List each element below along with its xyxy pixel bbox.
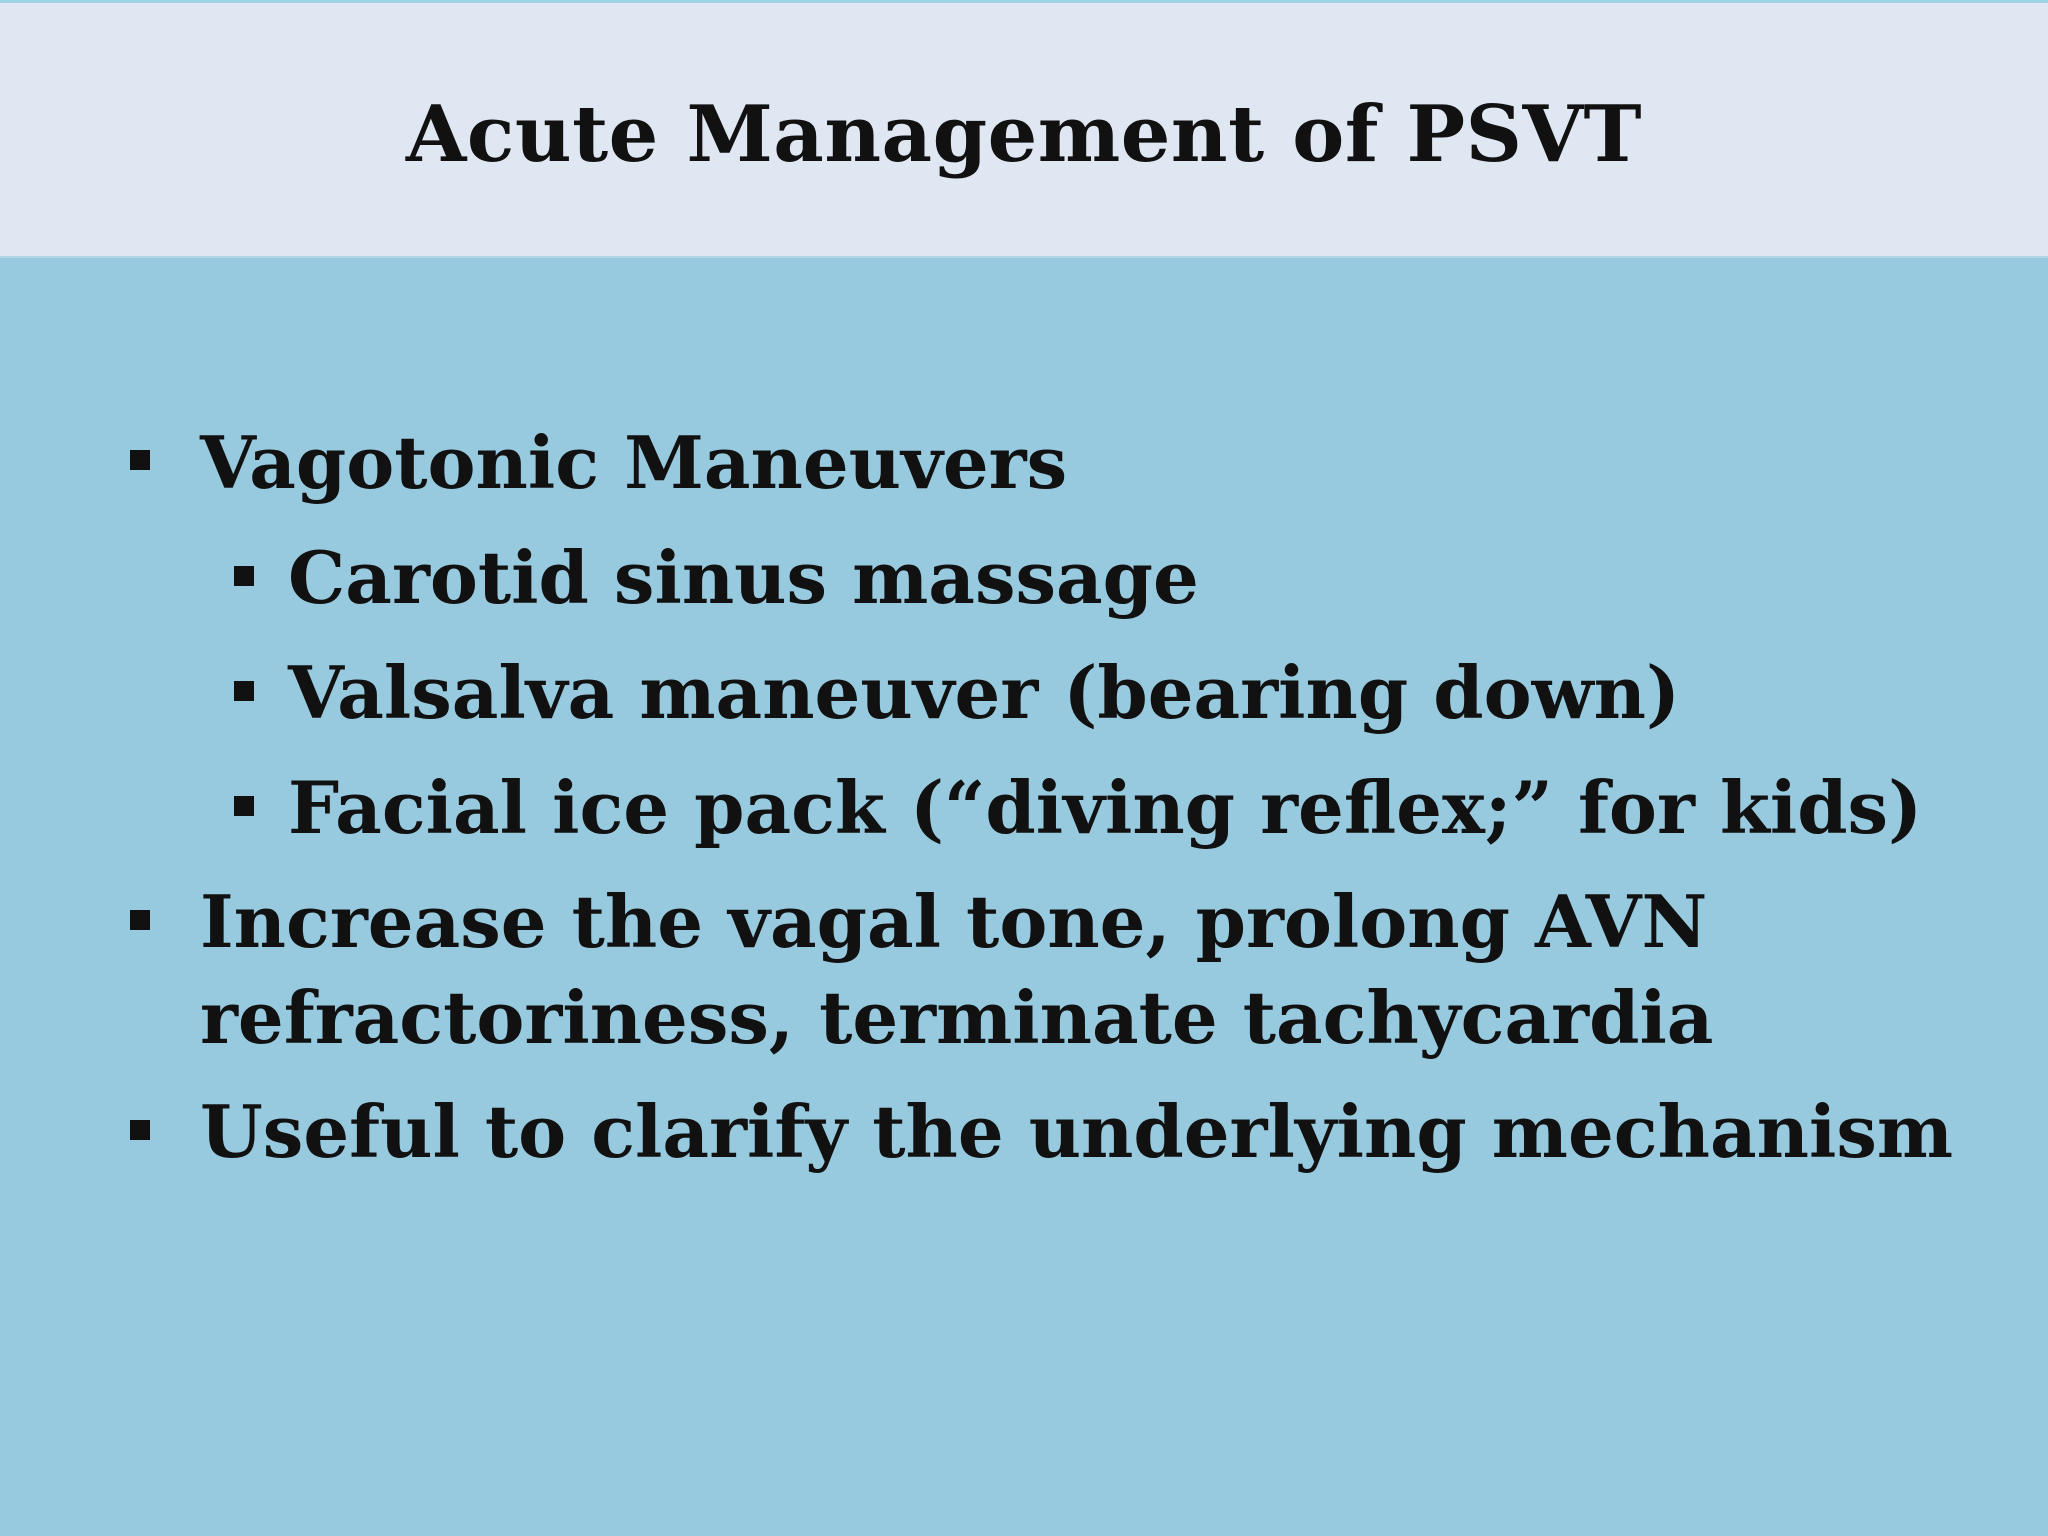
slide-title: Acute Management of PSVT [405, 89, 1643, 180]
sub-bullet-carotid-sinus-massage: Carotid sinus massage [288, 535, 1199, 620]
sub-bullet-marker-icon [234, 796, 254, 816]
bullet-marker-icon [130, 910, 150, 930]
sub-bullet-facial-ice-pack: Facial ice pack (“diving reflex;” for kids) [288, 765, 1923, 850]
sub-bullet-valsalva-maneuver: Valsalva maneuver (bearing down) [288, 650, 1681, 735]
bullet-increase-vagal-tone-line-2: refractoriness, terminate tachycardia [200, 975, 1714, 1060]
bullet-marker-icon [130, 450, 150, 470]
sub-bullet-marker-icon [234, 681, 254, 701]
bullet-marker-icon [130, 1120, 150, 1140]
bullet-useful-to-clarify: Useful to clarify the underlying mechanism [200, 1089, 1954, 1174]
bullet-increase-vagal-tone-line-1: Increase the vagal tone, prolong AVN [200, 879, 1708, 964]
sub-bullet-marker-icon [234, 566, 254, 586]
bullet-vagotonic-maneuvers: Vagotonic Maneuvers [200, 420, 1068, 505]
